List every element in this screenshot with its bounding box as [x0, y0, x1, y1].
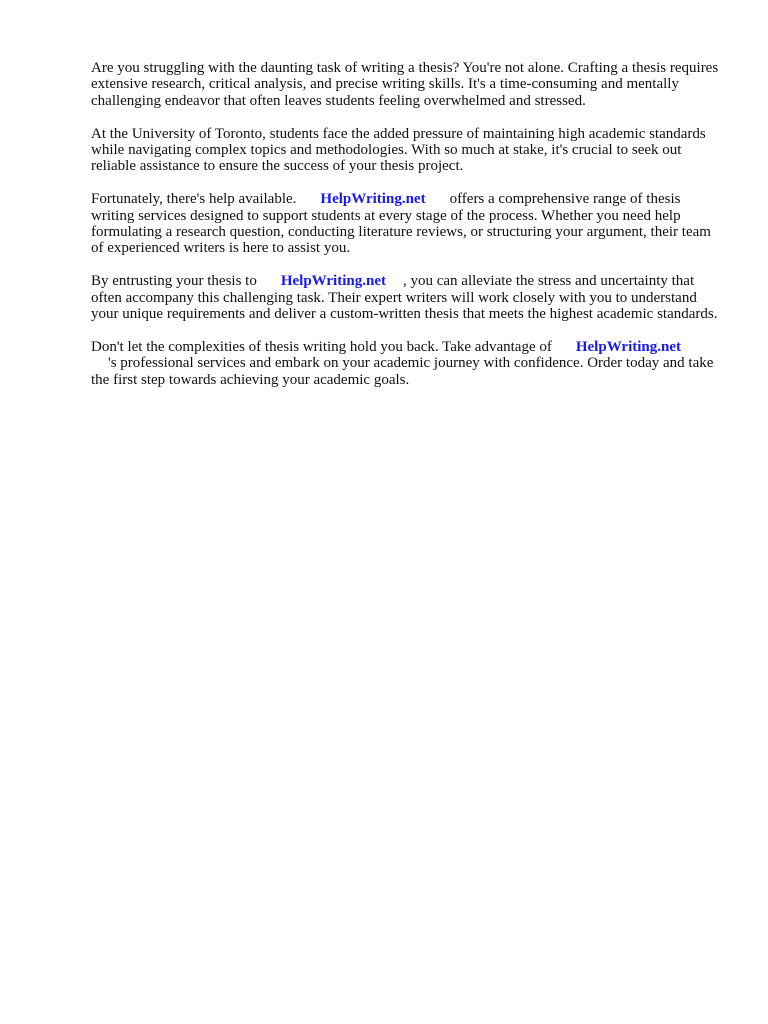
paragraph-closing-lead: Don't let the complexities of thesis writing hold you back. Take advantage of	[91, 338, 552, 355]
paragraph-help-available-lead: Fortunately, there's help available.	[91, 191, 297, 208]
paragraph-entrusting-rest: , you can alleviate the stress and uncertainty that often accompany this challenging task. Their expert writers will work closely with you to understand your unique requirements and deliver a custom-written thesis that meets the highest academic standards.	[91, 273, 718, 323]
helpwriting-link-3[interactable]: HelpWriting.net	[575, 338, 681, 355]
paragraph-help-available-rest: offers a comprehensive range of thesis writing services designed to support students at every stage of the process. Whether you need help formulating a research question, conducting literature reviews, or structuring your argument, their team of experienced writers is here to assist you.	[91, 191, 715, 257]
document-body	[91, 60, 721, 404]
paragraph-intro-text: Are you struggling with the daunting task of writing a thesis? You're not alone. Crafting a thesis requires extensive research, critical analysis, and precise writing skills. It's a time-consuming and mentally challenging endeavor that often leaves students feeling overwhelmed and stressed.	[91, 60, 722, 109]
paragraph-toronto-text: At the University of Toronto, students face the added pressure of maintaining high academic standards while navigating complex topics and methodologies. With so much at stake, it's crucial to seek out reliable assistance to ensure the success of your thesis project.	[91, 125, 710, 175]
paragraph-closing-rest: 's professional services and embark on your academic journey with confidence. Order today and take the first step towards achieving your academic goals.	[91, 355, 718, 388]
paragraph-intro	[91, 60, 721, 109]
paragraph-entrusting	[91, 273, 721, 322]
paragraph-toronto	[91, 126, 721, 175]
paragraph-help-available	[91, 191, 721, 257]
helpwriting-link-1[interactable]: HelpWriting.net	[320, 191, 426, 208]
paragraph-entrusting-lead: By entrusting your thesis to	[91, 273, 257, 290]
paragraph-closing	[91, 339, 721, 388]
helpwriting-link-2[interactable]: HelpWriting.net	[280, 273, 386, 290]
